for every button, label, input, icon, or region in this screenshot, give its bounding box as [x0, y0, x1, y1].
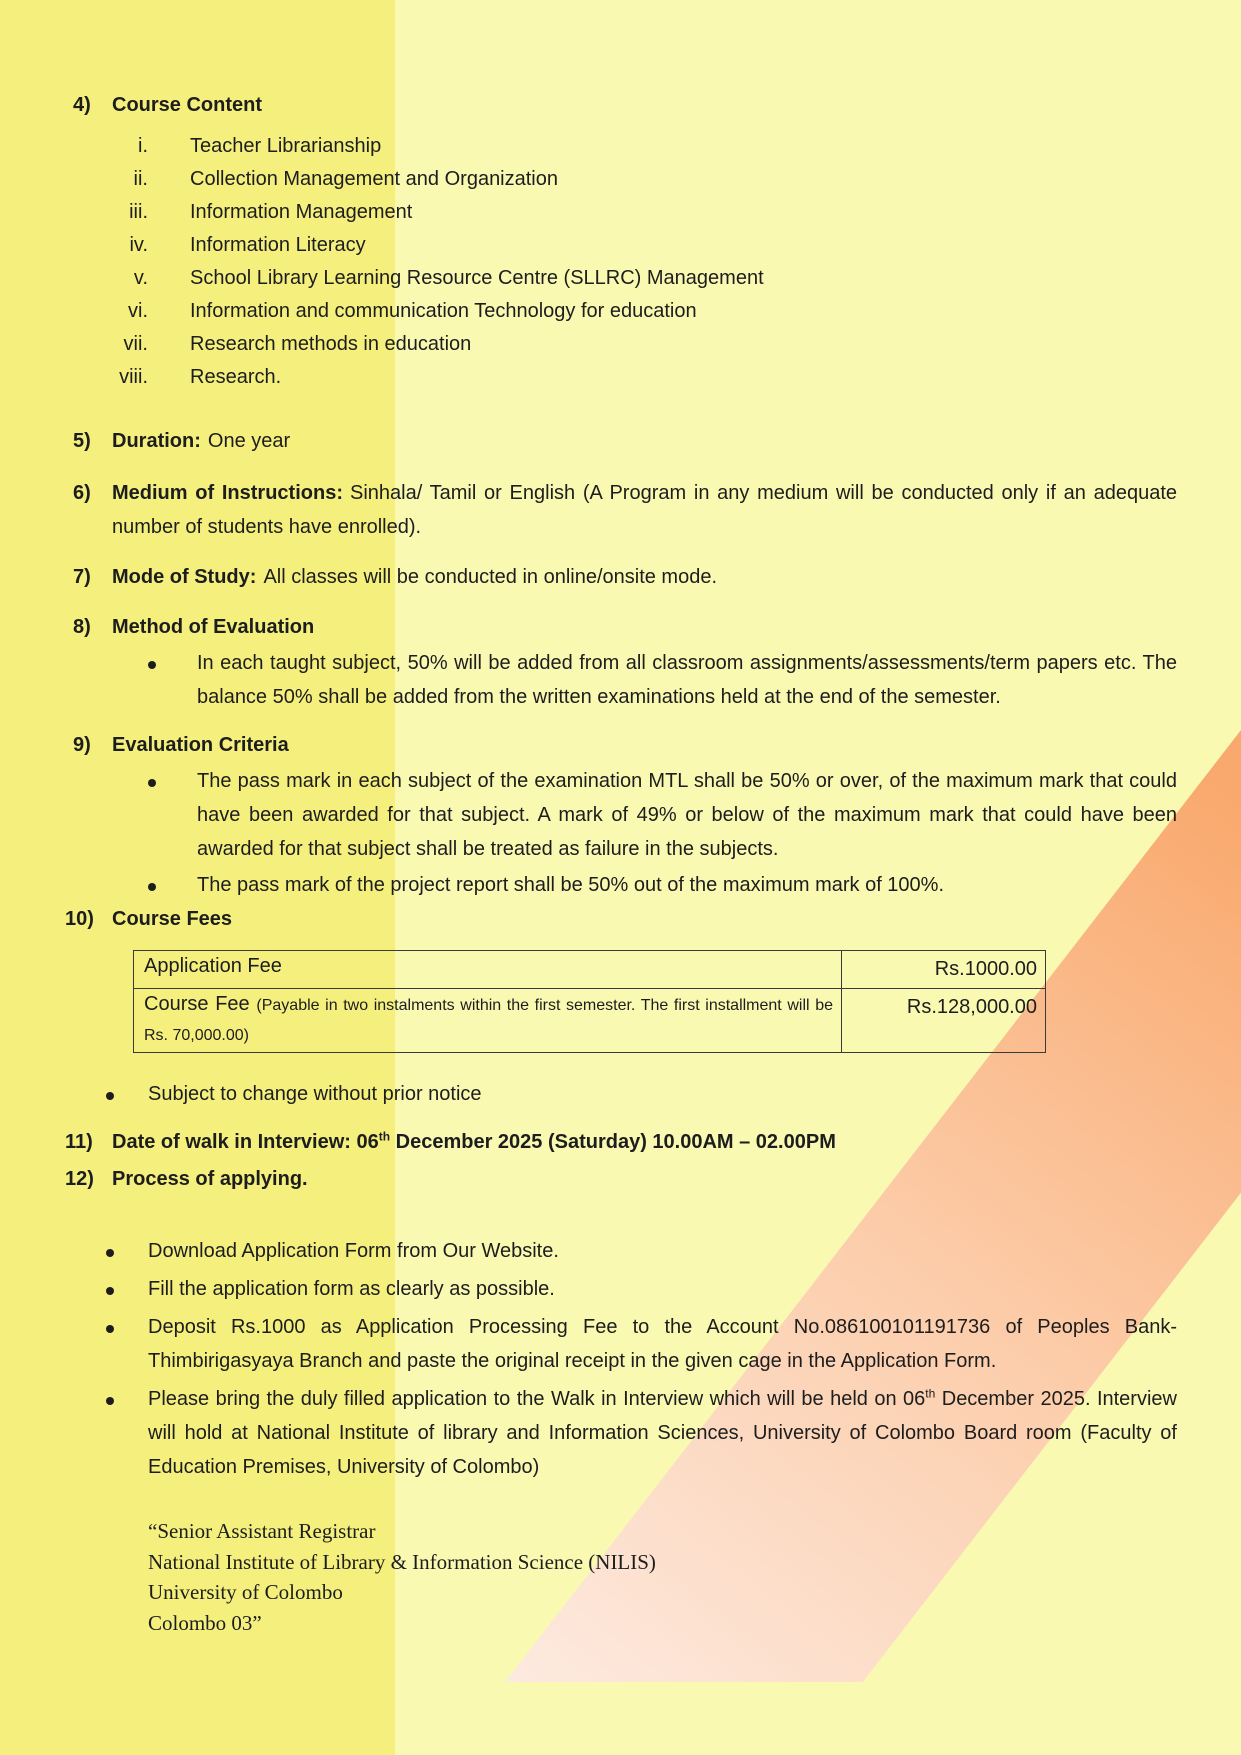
section-method-of-evaluation [65, 610, 1177, 714]
bullet-icon [148, 868, 197, 902]
section-process-of-applying [65, 1162, 1177, 1196]
table-row-application-fee [134, 951, 1046, 989]
course-fees-table [133, 950, 1046, 1053]
process-bullet [106, 1382, 1177, 1484]
topic-text: Teacher Librarianship [190, 135, 382, 157]
bullet-icon [148, 646, 197, 714]
bullet-item [112, 868, 1177, 902]
bullet-icon [148, 764, 197, 866]
topic-numeral: viii. [119, 366, 148, 388]
topic-text: School Library Learning Resource Centre (SLLRC) Management [190, 267, 764, 289]
section-title: Course Fees [112, 908, 233, 930]
topic-text: Research methods in education [190, 333, 472, 355]
bullet-icon [106, 1077, 148, 1111]
topic-numeral: iii. [129, 201, 148, 223]
section-title: Evaluation Criteria [112, 734, 289, 756]
topic-numeral: iv. [129, 234, 148, 256]
process-bullet [106, 1272, 1177, 1306]
section-title: Mode of Study: [112, 566, 257, 588]
topic-row [112, 196, 1177, 229]
bullet-text-part1: Download Application Form from Our Website. [148, 1240, 559, 1262]
topic-row [112, 229, 1177, 262]
section-text: Sinhala/ Tamil or English (A Program in any medium will be conducted only if an adequate number of students have enrolled). [112, 482, 1177, 538]
ordinal-superscript: th [925, 1386, 936, 1401]
course-topic-list [112, 130, 1177, 394]
bullet-text: Subject to change without prior notice [148, 1083, 482, 1105]
item-number: 5) [73, 430, 91, 452]
item-number: 7) [73, 566, 91, 588]
topic-numeral: i. [138, 135, 148, 157]
topic-numeral: ii. [133, 168, 148, 190]
interview-date-part2: December 2025 (Saturday) 10.00AM – 02.00PM [390, 1131, 836, 1153]
ordinal-superscript: th [378, 1129, 391, 1144]
process-bullet [106, 1234, 1177, 1268]
section-mode-of-study [65, 560, 1177, 594]
bullet-text [148, 1310, 1177, 1378]
fee-label-cell: Application Fee [134, 951, 842, 989]
section-course-content [65, 88, 1177, 394]
fee-note-bullet [106, 1077, 1177, 1111]
topic-numeral: vii. [123, 333, 148, 355]
signature-block [148, 1516, 1177, 1638]
topic-text: Collection Management and Organization [190, 168, 558, 190]
item-number: 6) [73, 482, 91, 504]
section-title: Method of Evaluation [112, 616, 315, 638]
item-number: 12) [65, 1168, 94, 1190]
signature-line: Colombo 03” [148, 1610, 262, 1635]
fee-amount-cell: Rs.1000.00 [842, 951, 1046, 989]
fee-label-note: (Payable in two instalments within the first semester. The first installment will be Rs. 70,000.00) [144, 997, 833, 1044]
bullet-item [112, 764, 1177, 866]
table-row-course-fee [134, 989, 1046, 1053]
item-number: 9) [73, 734, 91, 756]
section-title: Course Content [112, 94, 262, 116]
section-interview-date [65, 1125, 1177, 1159]
item-number: 4) [73, 94, 91, 116]
bullet-text-part1: Deposit Rs.1000 as Application Processing Fee to the Account No.086100101191736 of Peoples Bank- Thimbirigasyaya Branch and paste the original receipt in the given cage in the Application Form. [148, 1316, 1177, 1372]
topic-row [112, 262, 1177, 295]
topic-text: Information and communication Technology for education [190, 300, 697, 322]
bullet-text-part1: Fill the application form as clearly as possible. [148, 1278, 555, 1300]
interview-date-part1: Date of walk in Interview: 06 [112, 1131, 379, 1153]
signature-line: University of Colombo [148, 1580, 343, 1604]
bullet-text-part2: December 2025. Interview will hold at National Institute of library and Information Sciences, University of Colombo Board room (Faculty of Education Premises, University of Colombo) [148, 1388, 1177, 1478]
section-text: All classes will be conducted in online/onsite mode. [263, 566, 718, 588]
fee-amount-cell: Rs.128,000.00 [842, 989, 1046, 1053]
topic-text: Research. [190, 366, 282, 388]
process-bullet [106, 1310, 1177, 1378]
bullet-item [112, 646, 1177, 714]
signature-line: “Senior Assistant Registrar [148, 1519, 376, 1543]
interview-date-text [112, 1125, 1177, 1159]
bullet-text: The pass mark of the project report shall be 50% out of the maximum mark of 100%. [197, 874, 945, 896]
topic-row [112, 361, 1177, 394]
bullet-icon [106, 1310, 148, 1378]
section-title: Duration: [112, 430, 201, 452]
bullet-text: In each taught subject, 50% will be added from all classroom assignments/assessments/term papers etc. The balance 50% shall be added from the written examinations held at the end of the semester. [197, 652, 1177, 708]
section-course-fees [65, 902, 1177, 936]
section-evaluation-criteria [65, 728, 1177, 902]
topic-row [112, 328, 1177, 361]
topic-numeral: vi. [128, 300, 148, 322]
item-number: 10) [65, 908, 94, 930]
topic-text: Information Management [190, 201, 413, 223]
section-medium-of-instructions [65, 476, 1177, 544]
bullet-icon [106, 1272, 148, 1306]
bullet-text-part1: Please bring the duly filled application to the Walk in Interview which will be held on 06 [148, 1388, 926, 1410]
section-duration [65, 424, 1177, 458]
signature-line: National Institute of Library & Information Science (NILIS) [148, 1549, 656, 1574]
fee-label: Course Fee [144, 993, 257, 1015]
bullet-text [148, 1272, 1177, 1306]
bullet-text: The pass mark in each subject of the examination MTL shall be 50% or over, of the maximum mark that could have been awarded for that subject. A mark of 49% or below of the maximum mark that could have been awarded for that subject shall be treated as failure in the subjects. [197, 770, 1177, 860]
fee-label-cell [134, 989, 842, 1053]
section-text: One year [207, 430, 291, 452]
bullet-text [148, 1234, 1177, 1268]
bullet-icon [106, 1382, 148, 1484]
section-title: Medium of Instructions: [112, 482, 343, 504]
process-bullet-list [65, 1234, 1177, 1484]
bullet-text [148, 1382, 1177, 1484]
bullet-icon [106, 1234, 148, 1268]
item-number: 11) [65, 1131, 93, 1153]
topic-text: Information Literacy [190, 234, 366, 256]
section-title: Process of applying. [112, 1168, 308, 1190]
topic-row [112, 130, 1177, 163]
item-number: 8) [73, 616, 91, 638]
topic-row [112, 295, 1177, 328]
topic-numeral: v. [133, 267, 148, 289]
topic-row [112, 163, 1177, 196]
